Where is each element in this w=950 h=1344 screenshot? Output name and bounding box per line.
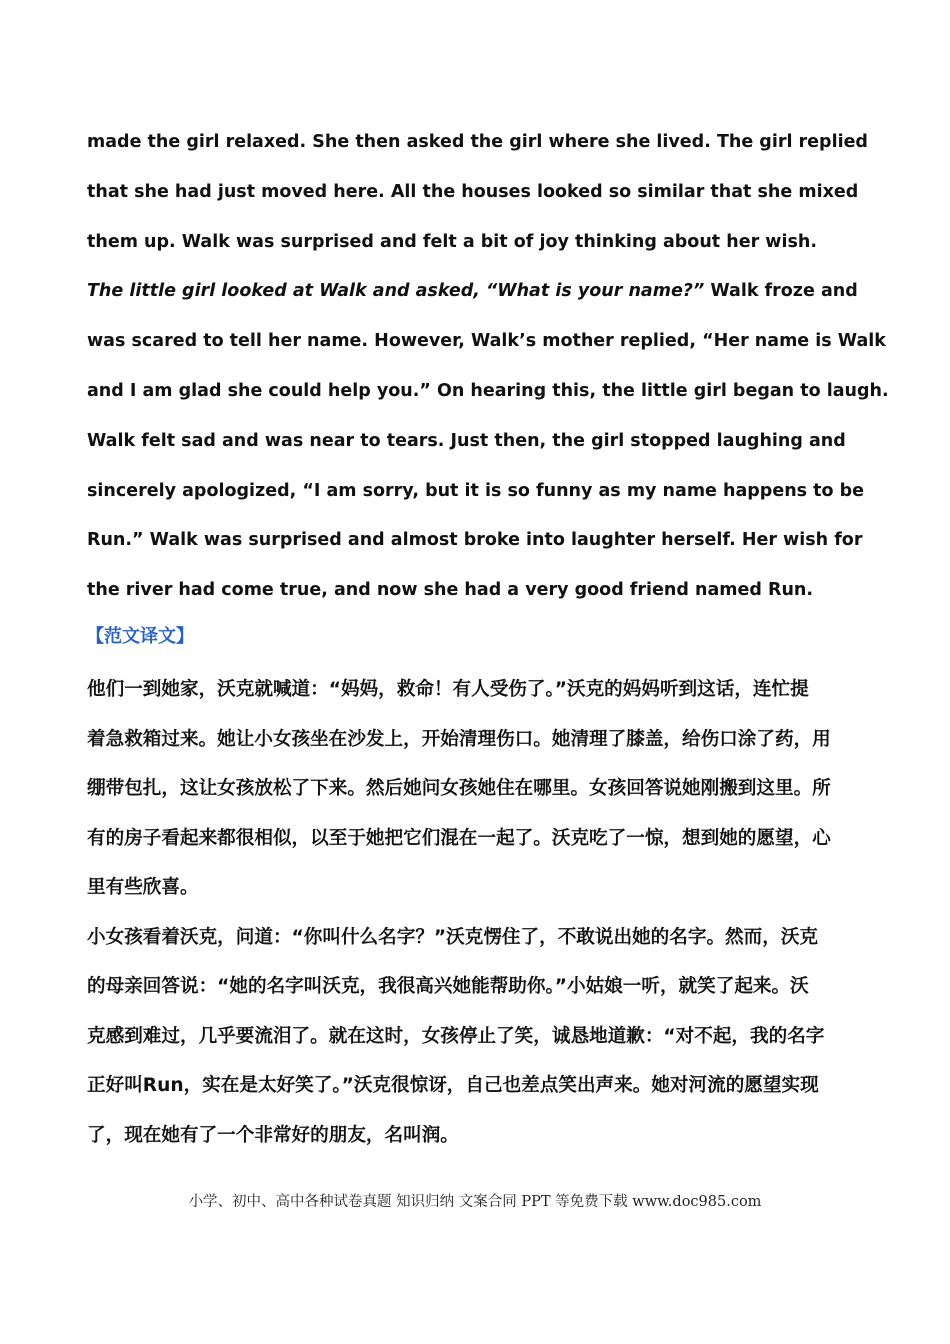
translation-heading: 【范文译文】 [86, 626, 194, 647]
translation-line: 的母亲回答说：“她的名字叫沃克，我很高兴她能帮助你。”小姑娘一听，就笑了起来。沃 [87, 976, 809, 997]
translation-line: 正好叫Run，实在是太好笑了。”沃克很惊讶，自己也差点笑出声来。她对河流的愿望实现 [87, 1075, 819, 1096]
english-line: Walk felt sad and was near to tears. Just then, the girl stopped laughing and [87, 430, 846, 451]
english-line-tail: Walk froze and [704, 281, 858, 302]
english-line: the river had come true, and now she had a very good friend named Run. [87, 580, 814, 601]
english-line [87, 269, 867, 319]
english-line: sincerely apologized, “I am sorry, but it is so funny as my name happens to be [87, 480, 865, 501]
english-line: made the girl relaxed. She then asked the girl where she lived. The girl replied [87, 132, 868, 152]
translation-line: 克感到难过，几乎要流泪了。就在这时，女孩停止了笑，诚恳地道歉：“对不起，我的名字 [87, 1025, 825, 1047]
english-line: and I am glad she could help you.” On hearing this, the little girl began to laugh. [87, 380, 889, 401]
italic-sentence: The little girl looked at Walk and asked, “What is your name?” [87, 281, 705, 302]
translation-passage [87, 672, 877, 1167]
page-footer: 小学、初中、高中各种试卷真题 知识归纳 文案合同 PPT 等免费下载 www.doc985.com [188, 1194, 762, 1210]
translation-line: 绷带包扎，这让女孩放松了下来。然后她问女孩她住在哪里。女孩回答说她刚搬到这里。所 [87, 778, 831, 799]
english-passage [87, 120, 889, 618]
translation-line: 他们一到她家，沃克就喊道：“妈妈，救命！有人受伤了。”沃克的妈妈听到这话，连忙提 [87, 679, 809, 700]
english-line: them up. Walk was surprised and felt a bit of joy thinking about her wish. [87, 231, 817, 252]
translation-line: 了，现在她有了一个非常好的朋友，名叫润。 [87, 1124, 459, 1146]
english-line: Run.” Walk was surprised and almost broke into laughter herself. Her wish for [87, 530, 863, 551]
translation-line: 小女孩看着沃克，问道：“你叫什么名字？”沃克愣住了，不敢说出她的名字。然而，沃克 [87, 926, 819, 948]
translation-line: 有的房子看起来都很相似，以至于她把它们混在一起了。沃克吃了一惊，想到她的愿望，心 [87, 827, 831, 849]
english-line: that she had just moved here. All the houses looked so similar that she mixed [87, 181, 859, 202]
translation-line: 着急救箱过来。她让小女孩坐在沙发上，开始清理伤口。她清理了膝盖，给伤口涂了药，用 [87, 728, 831, 750]
translation-line: 里有些欣喜。 [87, 877, 199, 898]
english-line: was scared to tell her name. However, Walk’s mother replied, “Her name is Walk [87, 331, 886, 352]
